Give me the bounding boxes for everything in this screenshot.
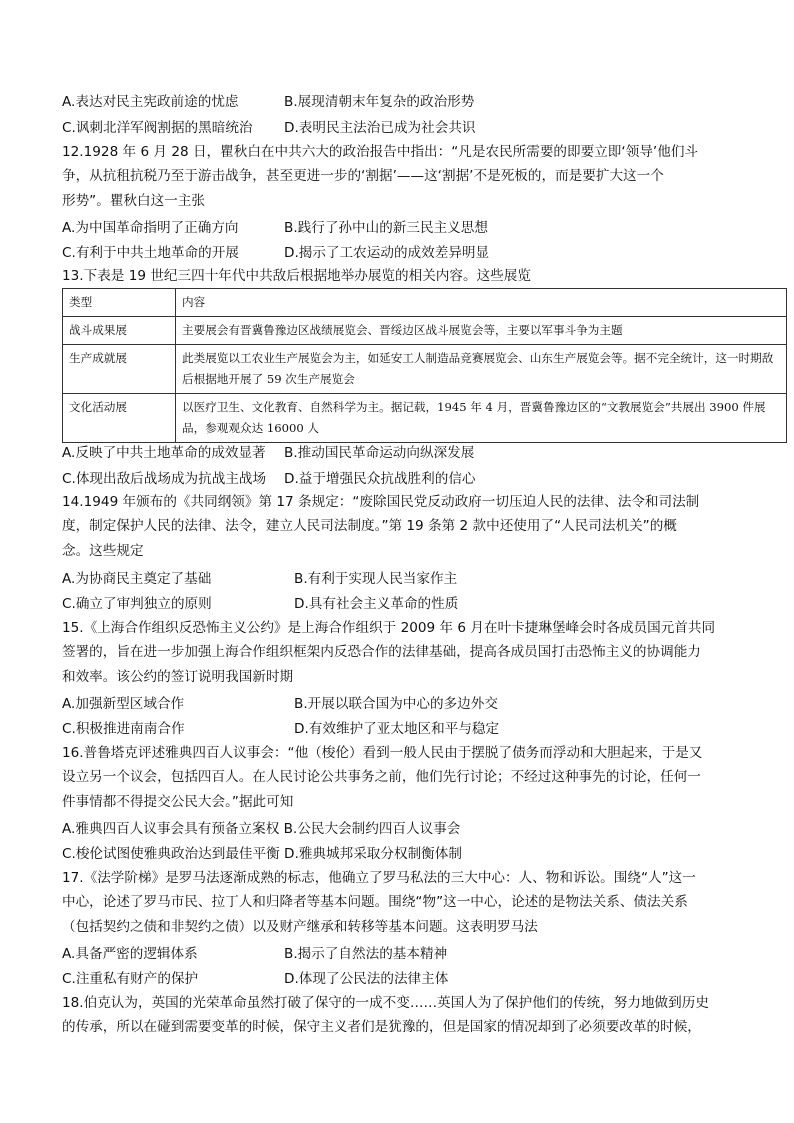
q17-option-b[interactable]: B.揭示了自然法的基本精神 (284, 946, 448, 962)
q12-option-d[interactable]: D.揭示了工农运动的成效差异明显 (284, 245, 490, 261)
q15-option-a[interactable]: A.加强新型区域合作 (62, 696, 185, 712)
q13-option-a[interactable]: A.反映了中共土地革命的成效显著 (62, 445, 266, 461)
q15-stem-line-2: 签署的，旨在进一步加强上海合作组织框架内反恐合作的法律基础，提高各成员国打击恐怖主义的协调能力 (62, 644, 701, 660)
table-cell-type: 生产成就展 (63, 345, 176, 394)
q14-option-c[interactable]: C.确立了审判独立的原则 (62, 596, 212, 612)
q13-option-b[interactable]: B.推动国民革命运动向纵深发展 (284, 445, 475, 461)
table-row (63, 317, 787, 345)
q12-stem-line-2: 争，从抗租抗税乃至于游击战争，甚至更进一步的‘割据’——这‘割据’不是死板的，而是要扩大这一个 (62, 168, 664, 184)
q14-option-d[interactable]: D.具有社会主义革命的性质 (294, 596, 459, 612)
table-row (63, 345, 787, 394)
table-cell-content: 以医疗卫生、文化教育、自然科学为主。据记载，1945 年 4 月，晋冀鲁豫边区的“文教展览会”共展出 3900 件展品，参观观众达 16000 人 (176, 394, 787, 443)
q15-stem-line-1: 15.《上海合作组织反恐怖主义公约》是上海合作组织于 2009 年 6 月在叶卡捷琳堡峰会时各成员国元首共同 (62, 620, 716, 636)
q14-option-a[interactable]: A.为协商民主奠定了基础 (62, 571, 212, 587)
exhibition-table (62, 288, 787, 443)
q15-option-c[interactable]: C.积极推进南南合作 (62, 721, 185, 737)
q13-option-d[interactable]: D.益于增强民众抗战胜利的信心 (284, 471, 476, 487)
q14-option-b[interactable]: B.有利于实现人民当家作主 (294, 571, 458, 587)
q18-stem-line-1: 18.伯克认为，英国的光荣革命虽然打破了保守的一成不变……英国人为了保护他们的传统，努力地做到历史 (62, 995, 709, 1011)
q14-stem-line-3: 念。这些规定 (62, 543, 144, 559)
q15-option-d[interactable]: D.有效维护了亚太地区和平与稳定 (294, 721, 500, 737)
q11-option-b[interactable]: B.展现清朝末年复杂的政治形势 (284, 94, 475, 110)
q16-stem-line-3: 件事情都不得提交公民大会。”据此可知 (62, 794, 294, 810)
table-cell-type: 文化活动展 (63, 394, 176, 443)
q12-option-c[interactable]: C.有利于中共土地革命的开展 (62, 245, 239, 261)
q13-option-c[interactable]: C.体现出敌后战场成为抗战主战场 (62, 471, 267, 487)
q18-stem-line-2: 的传承，所以在碰到需要变革的时候，保守主义者们是犹豫的，但是国家的情况却到了必须要改革的时候， (62, 1019, 701, 1035)
q16-stem-line-2: 设立另一个议会，包括四百人。在人民讨论公共事务之前，他们先行讨论；不经过这种事先的讨论，任何一 (62, 769, 701, 785)
q17-stem-line-1: 17.《法学阶梯》是罗马法逐渐成熟的标志，他确立了罗马私法的三大中心：人、物和诉讼。围绕“人”这一 (62, 870, 696, 886)
q17-stem-line-3: （包括契约之债和非契约之债）以及财产继承和转移等基本问题。这表明罗马法 (62, 919, 538, 935)
q11-option-d[interactable]: D.表明民主法治已成为社会共识 (284, 120, 476, 136)
table-header-content: 内容 (176, 289, 787, 317)
table-row (63, 394, 787, 443)
q17-option-c[interactable]: C.注重私有财产的保护 (62, 971, 199, 987)
q12-option-b[interactable]: B.践行了孙中山的新三民主义思想 (284, 220, 488, 236)
q14-stem-line-2: 度，制定保护人民的法律、法令，建立人民司法制度。”第 19 条第 2 款中还使用了“人民司法机关”的概 (62, 518, 677, 534)
table-header-type: 类型 (63, 289, 176, 317)
q15-stem-line-3: 和效率。该公约的签订说明我国新时期 (62, 669, 294, 685)
table-cell-type: 战斗成果展 (63, 317, 176, 345)
q16-options-cd[interactable]: C.梭伦试图使雅典政治达到最佳平衡 D.雅典城邦采取分权制衡体制 (62, 846, 462, 862)
q16-options-ab[interactable]: A.雅典四百人议事会具有预备立案权 B.公民大会制约四百人议事会 (62, 821, 461, 837)
q12-stem-line-3: 形势”。瞿秋白这一主张 (62, 193, 205, 209)
q11-option-a[interactable]: A.表达对民主宪政前途的忧虑 (62, 94, 239, 110)
q12-option-a[interactable]: A.为中国革命指明了正确方向 (62, 220, 239, 236)
q12-stem-line-1: 12.1928 年 6 月 28 日，瞿秋白在中共六大的政治报告中指出：“凡是农民所需要的即要立即‘领导’他们斗 (62, 144, 699, 160)
q16-stem-line-1: 16.普鲁塔克评述雅典四百人议事会：“他（梭伦）看到一般人民由于摆脱了债务而浮动和大胆起来，于是又 (62, 745, 703, 761)
q17-option-a[interactable]: A.具备严密的逻辑体系 (62, 946, 198, 962)
q17-stem-line-2: 中心，论述了罗马市民、拉丁人和归降者等基本问题。围绕“物”这一中心，论述的是物法关系、债法关系 (62, 894, 688, 910)
q17-option-d[interactable]: D.体现了公民法的法律主体 (284, 971, 449, 987)
table-cell-content: 此类展览以工农业生产展览会为主，如延安工人制造品竞赛展览会、山东生产展览会等。据不完全统计，这一时期敌后根据地开展了 59 次生产展览会 (176, 345, 787, 394)
q11-option-c[interactable]: C.讽刺北洋军阀割据的黑暗统治 (62, 120, 253, 136)
q14-stem-line-1: 14.1949 年颁布的《共同纲领》第 17 条规定：“废除国民党反动政府一切压迫人民的法律、法令和司法制 (62, 494, 700, 510)
q13-stem: 13.下表是 19 世纪三四十年代中共敌后根据地举办展览的相关内容。这些展览 (62, 268, 531, 284)
table-cell-content: 主要展会有晋冀鲁豫边区战绩展览会、晋绥边区战斗展览会等，主要以军事斗争为主题 (176, 317, 787, 345)
table-header-row (63, 289, 787, 317)
q15-option-b[interactable]: B.开展以联合国为中心的多边外交 (294, 696, 498, 712)
